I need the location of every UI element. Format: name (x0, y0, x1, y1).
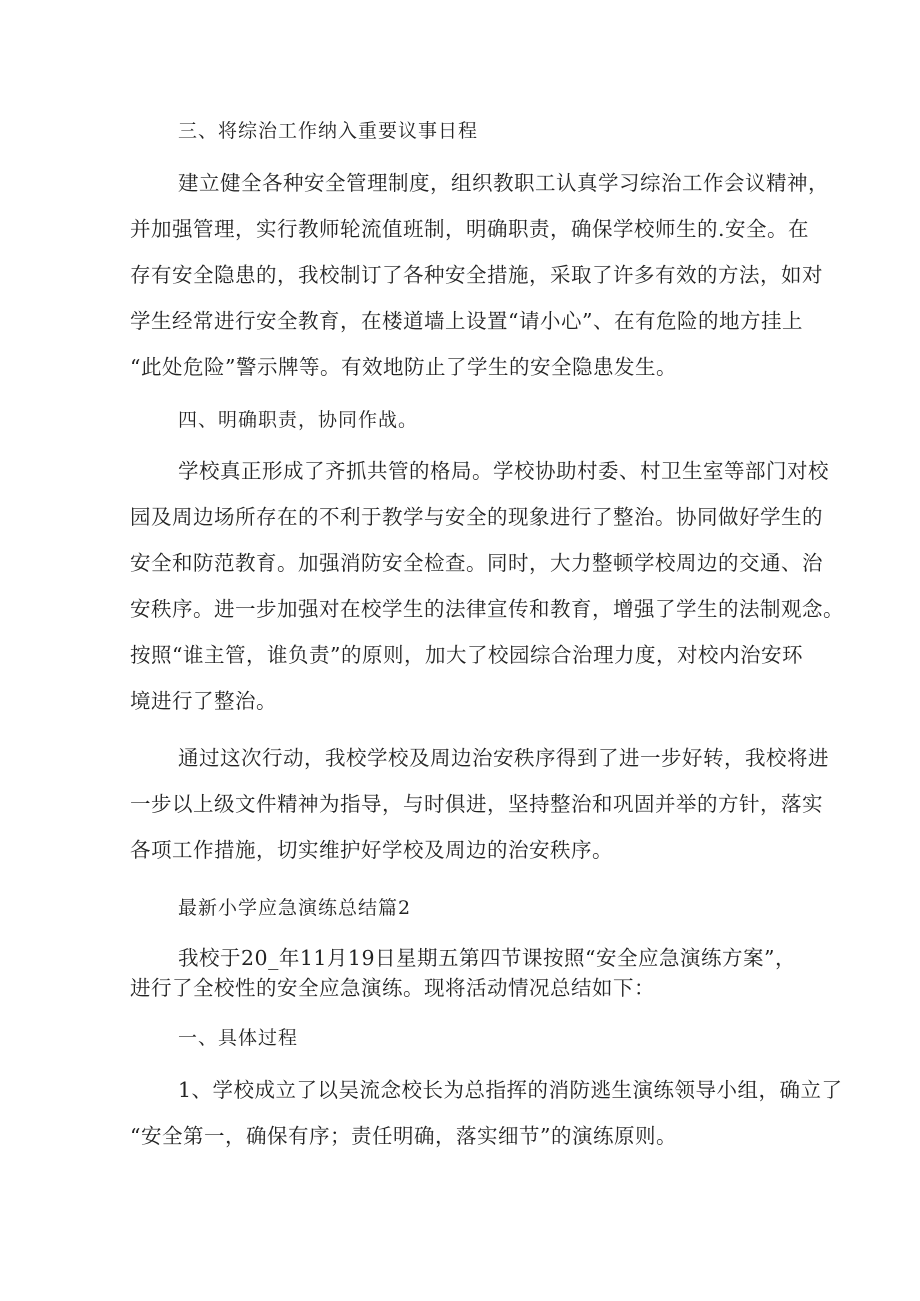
section-heading-1: 一、具体过程 (178, 1027, 299, 1049)
paragraph-line: 各项工作措施，切实维护好学校及周边的治安秩序。 (130, 838, 613, 862)
paragraph-line: 并加强管理，实行教师轮流值班制，明确职责，确保学校师生的.安全。在 (130, 217, 810, 241)
paragraph-line: 按照“谁主管，谁负责”的原则，加大了校园综合治理力度，对校内治安环 (130, 643, 803, 667)
paragraph-line: 一步以上级文件精神为指导，与时俱进，坚持整治和巩固并举的方针，落实 (130, 792, 823, 816)
paragraph-line: 安全和防范教育。加强消防安全检查。同时，大力整顿学校周边的交通、治 (130, 551, 823, 575)
paragraph-line: “安全第一，确保有序；责任明确，落实细节”的演练原则。 (130, 1124, 677, 1148)
section-heading-4: 四、明确职责，协同作战。 (178, 409, 419, 431)
paragraph-line: 园及周边场所存在的不利于教学与安全的现象进行了整治。协同做好学生的 (130, 505, 823, 529)
paragraph-line: 我校于20_年11月19日星期五第四节课按照“安全应急演练方案”， (178, 946, 796, 970)
paragraph-line: 境进行了整治。 (130, 689, 277, 713)
paragraph-line: 学校真正形成了齐抓共管的格局。学校协助村委、村卫生室等部门对校 (178, 459, 829, 483)
paragraph-line: 建立健全各种安全管理制度，组织教职工认真学习综治工作会议精神， (178, 171, 829, 195)
paragraph-line: 进行了全校性的安全应急演练。现将活动情况总结如下： (130, 976, 655, 1000)
paragraph-line: 存有安全隐患的，我校制订了各种安全措施，采取了许多有效的方法，如对 (130, 263, 823, 287)
paragraph-line: 安秩序。进一步加强对在校学生的法律宣传和教育，增强了学生的法制观念。 (130, 597, 844, 621)
paragraph-line: “此处危险”警示牌等。有效地防止了学生的安全隐患发生。 (130, 355, 677, 379)
paragraph-line: 学生经常进行安全教育，在楼道墙上设置“请小心”、在有危险的地方挂上 (130, 309, 803, 333)
paragraph-line: 1、学校成立了以吴流念校长为总指挥的消防逃生演练领导小组，确立了 (178, 1078, 843, 1102)
paragraph-line: 通过这次行动，我校学校及周边治安秩序得到了进一步好转，我校将进 (178, 746, 829, 770)
article-title: 最新小学应急演练总结篇2 (178, 897, 412, 919)
section-heading-3: 三、将综治工作纳入重要议事日程 (178, 120, 479, 142)
